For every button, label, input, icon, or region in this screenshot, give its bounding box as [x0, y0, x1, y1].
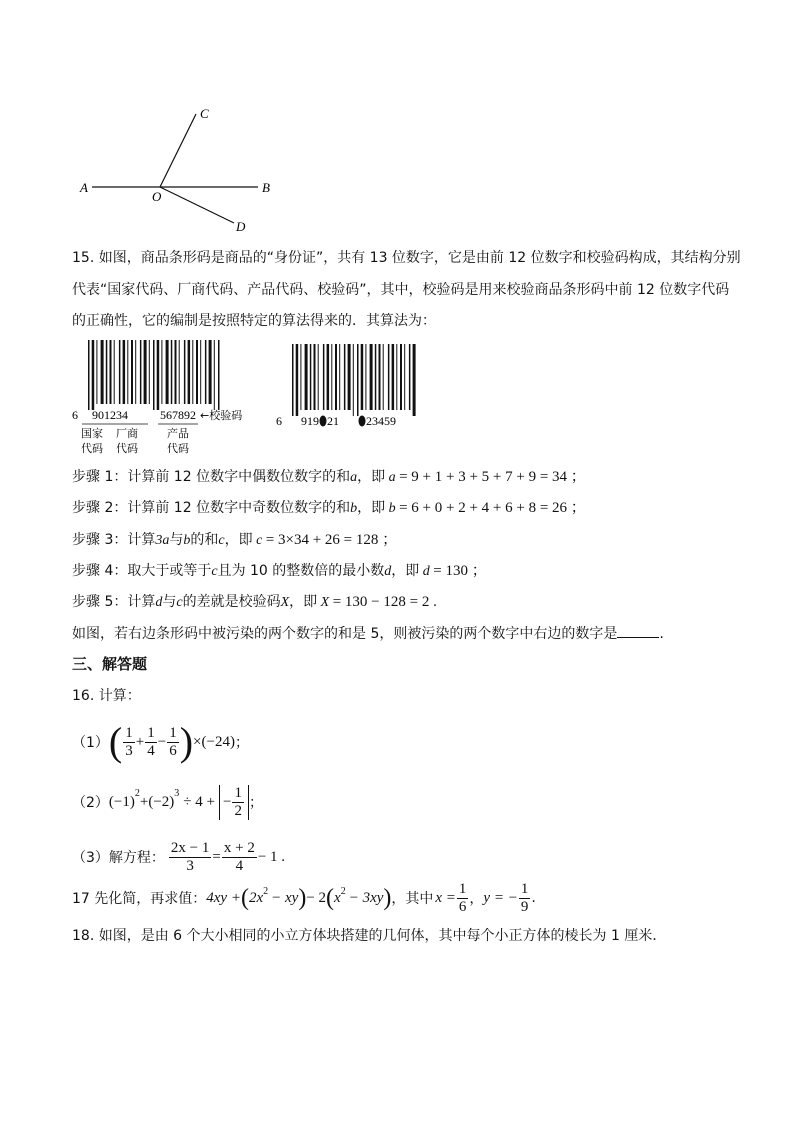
label-a: A	[80, 180, 88, 195]
barcode-bar	[218, 340, 220, 410]
ray-od	[160, 187, 234, 223]
barcode-bar	[335, 344, 337, 410]
barcode-bar	[110, 340, 112, 404]
barcode-bar	[157, 340, 160, 410]
barcode-bar	[409, 344, 411, 410]
barcode-bar	[166, 340, 169, 404]
barcode-bar	[127, 340, 128, 404]
barcode-right-group1a: 919	[301, 414, 319, 428]
label-maker: 厂商	[116, 427, 138, 440]
barcode-bar	[101, 340, 104, 404]
barcode-bar	[323, 344, 325, 410]
barcode-bar	[396, 344, 397, 410]
barcode-bar	[392, 344, 395, 410]
barcode-bar	[365, 344, 366, 410]
barcode-bar	[179, 340, 180, 404]
barcode-bar	[413, 344, 416, 416]
label-country: 国家	[81, 427, 103, 440]
ink-smudge-1	[320, 416, 327, 427]
label-o: O	[152, 189, 162, 204]
label-d: D	[236, 219, 246, 234]
barcode-right-first-digit: 6	[276, 414, 282, 428]
barcode-bar	[96, 340, 97, 404]
q16-title: 16. 计算：	[72, 688, 141, 704]
barcode-bar	[171, 340, 173, 404]
barcode-bar	[188, 340, 191, 404]
step-1: 步骤 1：计算前 12 位数字中偶数位数字的和a，即 a = 9 + 1 + 3 + 5 + 7 + 9 = 34 ；	[72, 469, 586, 485]
q15-line1: 15. 如图，商品条形码是商品的“身份证”，共有 13 位数字，它是由前 12 位数字和校验码构成，其结构分别	[72, 250, 741, 266]
barcode-bar	[400, 344, 402, 410]
barcode-bar	[184, 340, 186, 404]
label-maker-2: 代码	[116, 442, 138, 455]
q17: 17 先化简，再求值： 4xy + ( 2x $^2$ − xy ) − 2 ( x $^2$ − 3xy ) ，其中 x = $\frac{1}{6}$ ， y = − $\frac{1}{9}$ .	[72, 880, 536, 915]
barcode-left-bars	[88, 340, 220, 410]
barcode-bar	[92, 340, 95, 410]
barcode-bar	[310, 344, 312, 410]
barcode-bar	[200, 340, 201, 404]
label-b: B	[262, 180, 270, 195]
barcode-bar	[214, 340, 215, 410]
barcode-bar	[348, 344, 351, 410]
barcode-bar	[209, 340, 212, 404]
ink-smudge-2	[359, 416, 366, 427]
q15-line3: 的正确性，它的编制是按照特定的算法得来的．其算法为：	[72, 313, 436, 329]
q18-text: 18. 如图，是由 6 个大小相同的小立方体块搭建的几何体，其中每个小正方体的棱长为 1 厘米．	[72, 928, 667, 944]
barcode-bar	[353, 344, 354, 416]
step-4: 步骤 4：取大于或等于c且为 10 的整数倍的最小数d，即 d = 130 ；	[72, 563, 487, 579]
q15-question: 如图，若右边条形码中被污染的两个数字的和是 5，则被污染的两个数字中右边的数字是 .	[72, 623, 664, 644]
barcode-bar	[357, 344, 359, 416]
barcode-left	[72, 340, 272, 458]
label-country-2: 代码	[81, 442, 103, 455]
barcode-bar	[149, 340, 150, 404]
barcode-bar	[339, 344, 340, 410]
step-3: 步骤 3：计算3a与b的和c，即 c = 3×34 + 26 = 128 ；	[72, 532, 398, 548]
barcode-bar	[296, 344, 299, 416]
barcode-left-group1: 901234	[92, 408, 128, 422]
angle-diagram	[76, 102, 286, 236]
barcode-bar	[300, 344, 301, 410]
barcode-right-group2: 23459	[366, 414, 396, 428]
barcode-right-bars	[292, 344, 416, 416]
barcode-bar	[327, 344, 330, 410]
barcode-bar	[196, 340, 198, 404]
barcode-bar	[144, 340, 147, 404]
barcode-bar	[161, 340, 162, 404]
section-title: 三、解答题	[72, 655, 148, 673]
barcode-bar	[205, 340, 207, 404]
step-2: 步骤 2：计算前 12 位数字中奇数位数字的和b，即 b = 6 + 0 + 2 + 4 + 6 + 8 = 26 ；	[72, 500, 586, 516]
barcode-bar	[175, 340, 177, 404]
barcode-bar	[344, 344, 346, 410]
barcode-bar	[314, 344, 316, 410]
barcode-check-label: ←校验码	[200, 409, 243, 422]
barcode-bar	[383, 344, 384, 410]
barcode-bar	[153, 340, 155, 410]
barcode-bar	[140, 340, 142, 404]
barcode-bar	[361, 344, 364, 410]
barcode-bar	[135, 340, 136, 404]
label-product-2: 代码	[167, 442, 189, 455]
label-c: C	[200, 106, 209, 121]
barcode-bar	[331, 344, 332, 410]
label-product: 产品	[167, 427, 189, 440]
barcode-bar	[123, 340, 126, 404]
barcode-bar	[292, 344, 294, 416]
barcode-bar	[88, 340, 90, 410]
barcode-bar	[131, 340, 133, 404]
barcode-left-group2: 567892	[160, 408, 196, 422]
ray-oc	[160, 114, 196, 187]
barcode-bar	[370, 344, 373, 410]
barcode-bar	[388, 344, 390, 410]
q16-part2: （2） (−1) $^2$ +(−2) $^3$ ÷ 4 + − $\frac{1}{2}$ ；	[72, 784, 263, 819]
q16-part3: （3）解方程： $\frac{2x - 1}{3}$ = $\frac{x + 2}{4}$ − 1 .	[72, 839, 286, 874]
barcode-bar	[119, 340, 121, 404]
barcode-left-first-digit: 6	[72, 408, 78, 422]
q16-part1: （1） ( $\frac{1}{3}$ + $\frac{1}{4}$ − $\frac{1}{6}$ ) × (−24) ；	[72, 719, 249, 764]
barcode-right-group1b: 21	[327, 414, 339, 428]
barcode-bar	[114, 340, 115, 404]
step-5: 步骤 5：计算d与c的差就是校验码X，即 X = 130 − 128 = 2 .	[72, 594, 437, 610]
barcode-right	[276, 344, 426, 434]
barcode-bar	[375, 344, 377, 410]
barcode-bar	[192, 340, 193, 404]
answer-blank[interactable]	[617, 623, 659, 638]
barcode-bar	[106, 340, 108, 404]
barcode-bar	[318, 344, 319, 410]
barcode-bar	[379, 344, 381, 410]
barcode-bar	[404, 344, 405, 410]
q15-line2: 代表“国家代码、厂商代码、产品代码、校验码”，其中，校验码是用来校验商品条形码中前 12 位数字代码	[72, 282, 730, 298]
barcode-bar	[305, 344, 308, 410]
